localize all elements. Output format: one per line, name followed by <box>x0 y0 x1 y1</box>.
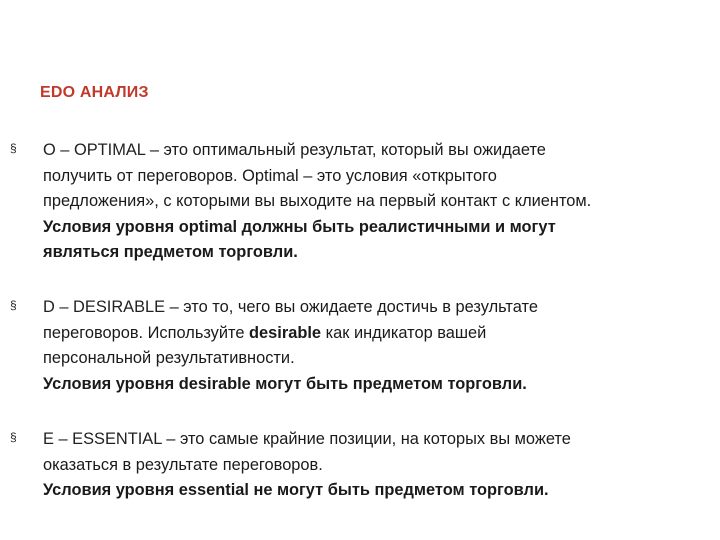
list-item-essential <box>10 427 716 504</box>
definition-text: переговоров. Используйте <box>43 323 250 342</box>
definition-text: получить от переговоров. <box>43 166 243 185</box>
item-text <box>43 138 716 266</box>
definition-text: – это самые крайние позиции, на которых вы можете <box>161 430 571 448</box>
definition-text: – это оптимальный результат, который вы ожидаете <box>145 141 546 159</box>
definition-text: как индикатор вашей <box>321 323 487 342</box>
text-line: предложения», с которыми вы выходите на первый контакт с клиентом. <box>43 192 592 211</box>
bold-statement: Условия уровня optimal должны быть реалистичными и могут <box>43 217 556 236</box>
text-line: оказаться в результате переговоров. <box>43 455 323 474</box>
term-inline: Optimal <box>242 166 299 185</box>
bold-statement: Условия уровня essential не могут быть предметом торговли. <box>43 481 549 500</box>
text-line: персональной результативности. <box>43 349 295 368</box>
list-item-desirable <box>10 295 716 397</box>
text-line <box>43 427 716 453</box>
text-line <box>43 164 716 190</box>
term-label: D – DESIRABLE <box>43 298 166 316</box>
text-line <box>43 138 716 164</box>
text-line <box>43 321 716 347</box>
text-line <box>43 295 716 321</box>
definition-text: – это то, чего вы ожидаете достичь в результате <box>165 298 538 316</box>
bold-statement: Условия уровня desirable могут быть предметом торговли. <box>43 374 527 393</box>
term-inline: desirable <box>249 323 322 342</box>
item-text <box>43 295 716 397</box>
term-label: O – OPTIMAL <box>43 141 146 159</box>
term-label: E – ESSENTIAL <box>43 430 162 448</box>
bullet-icon: § <box>10 141 17 155</box>
bold-statement: являться предметом торговли. <box>43 243 298 262</box>
bullet-icon: § <box>10 430 17 444</box>
bullet-icon: § <box>10 298 17 312</box>
list-item-optimal <box>10 138 716 266</box>
definition-text: – это условия «открытого <box>298 166 497 185</box>
page-title: EDO АНАЛИЗ <box>40 84 149 101</box>
item-text <box>43 427 716 504</box>
